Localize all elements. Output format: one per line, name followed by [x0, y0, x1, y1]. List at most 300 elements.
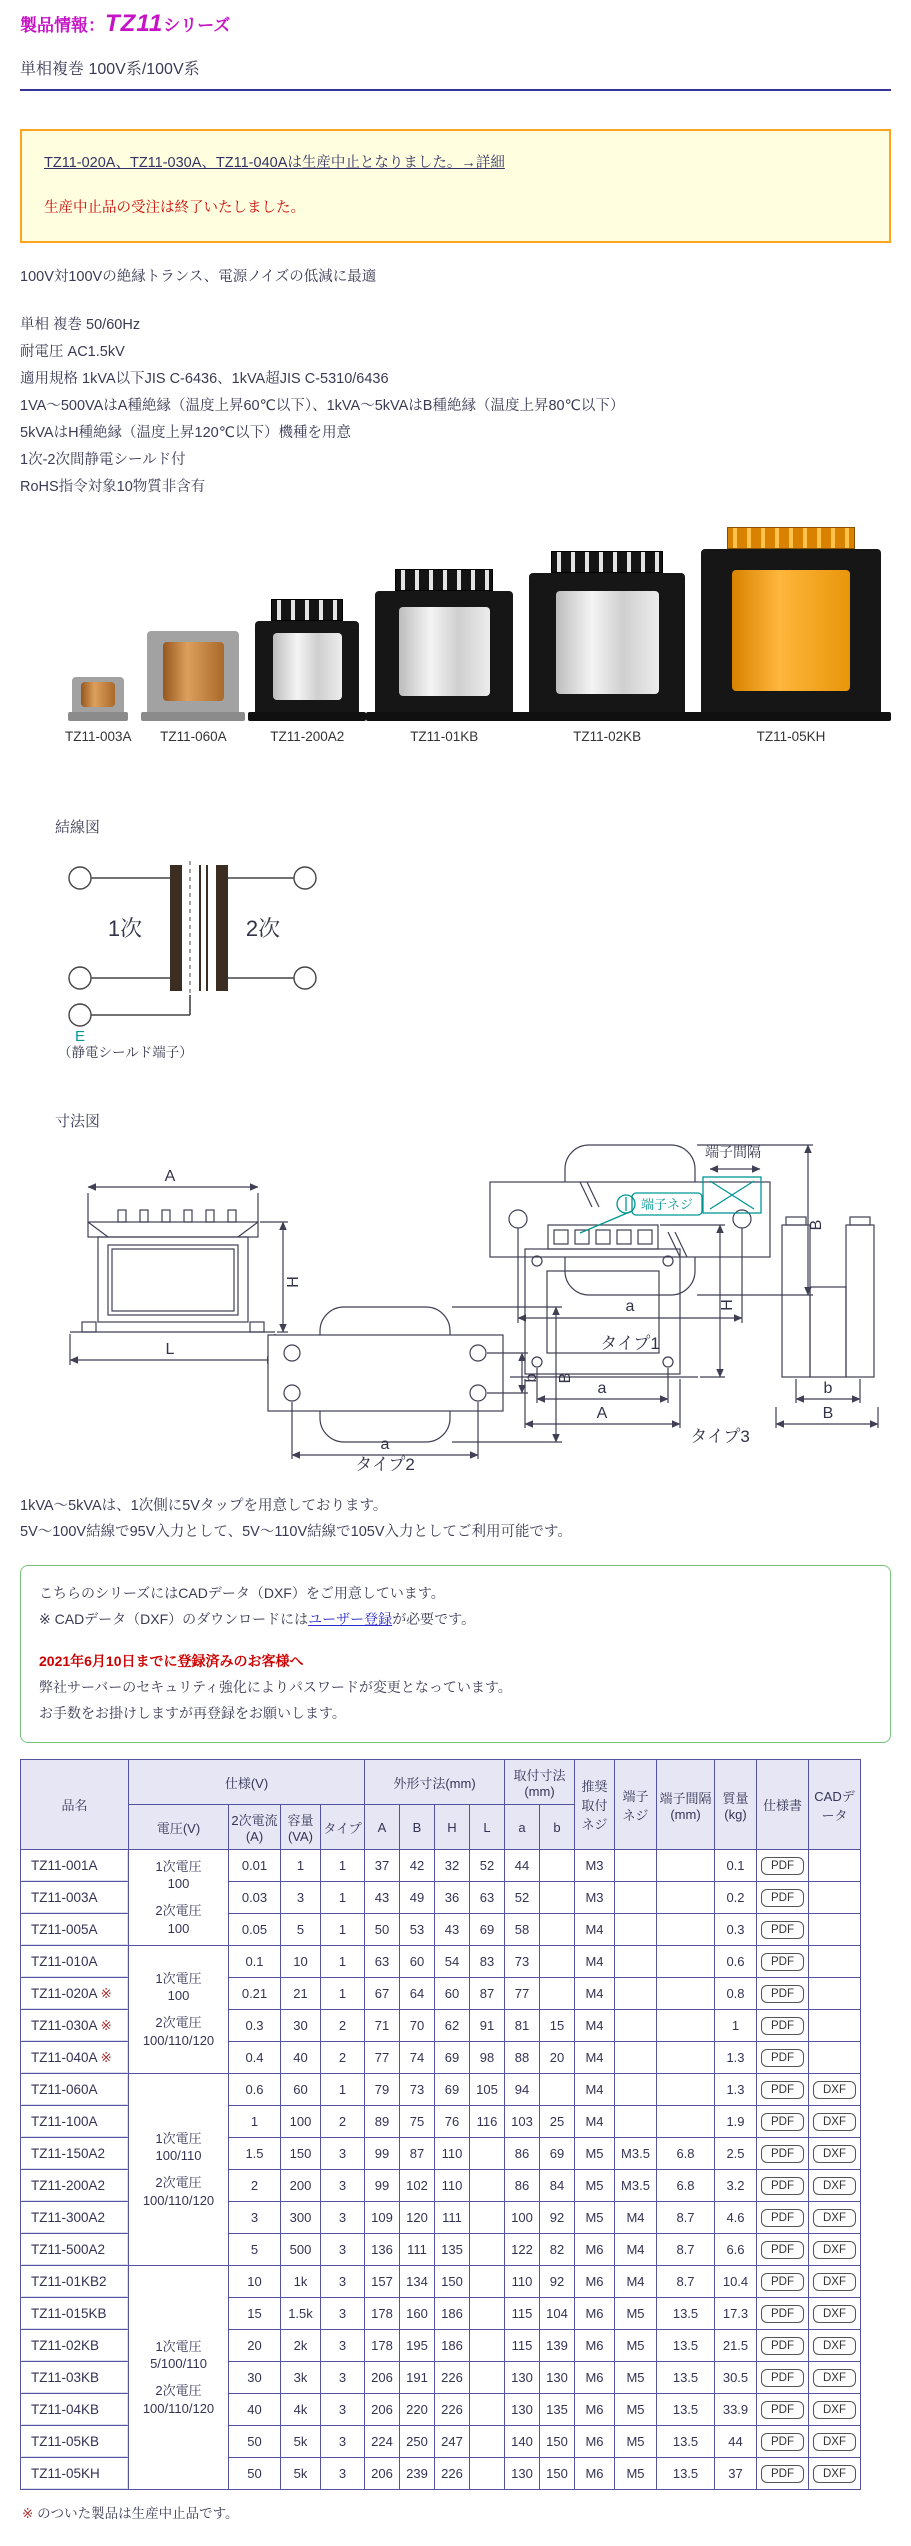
cell-tscrew — [615, 2106, 657, 2138]
product-name-cell: TZ11-05KB — [21, 2426, 129, 2458]
cad-line2 — [39, 1606, 872, 1632]
secondary-label: 2次 — [245, 916, 281, 941]
discontinued-detail-link[interactable]: TZ11-020A、TZ11-030A、TZ11-040Aは生産中止となりました。→詳細 — [44, 155, 505, 171]
dxf-button[interactable]: DXF — [813, 2177, 856, 2195]
cell-type: 3 — [321, 2202, 365, 2234]
dim-b-label: b — [523, 1373, 540, 1383]
spec-sheet-cell — [757, 2202, 809, 2234]
cad-line1: こちらのシリーズにはCADデータ（DXF）をご用意しています。 — [39, 1585, 445, 1601]
transformer-photo — [72, 677, 124, 721]
transformer-photo — [255, 599, 359, 721]
title-suffix: シリーズ — [163, 16, 231, 35]
cell-H: 43 — [435, 1914, 470, 1946]
cell-A: 206 — [365, 2458, 400, 2490]
primary-label: 1次 — [107, 916, 143, 941]
pdf-button[interactable]: PDF — [761, 2209, 804, 2227]
voltage-group-cell: 1次電圧 100 2次電圧 100 — [129, 1850, 229, 1946]
cell-H: 226 — [435, 2394, 470, 2426]
cell-A: 77 — [365, 2042, 400, 2074]
product-caption: TZ11-02KB — [573, 729, 642, 744]
cell-H: 62 — [435, 2010, 470, 2042]
cell-cap: 10 — [281, 1946, 321, 1978]
cell-screw: M6 — [575, 2426, 615, 2458]
cell-A: 43 — [365, 1882, 400, 1914]
cell-a: 77 — [505, 1978, 540, 2010]
cell-B: 134 — [400, 2266, 435, 2298]
cell-A: 37 — [365, 1850, 400, 1882]
cell-weight: 21.5 — [715, 2330, 757, 2362]
cell-b: 135 — [540, 2394, 575, 2426]
cell-screw: M6 — [575, 2362, 615, 2394]
pdf-button[interactable]: PDF — [761, 1985, 804, 2003]
cell-b: 15 — [540, 2010, 575, 2042]
cell-current: 50 — [229, 2426, 281, 2458]
table-row — [21, 1946, 861, 1978]
cell-tspace — [657, 2106, 715, 2138]
cell-b — [540, 1914, 575, 1946]
cell-cap: 200 — [281, 2170, 321, 2202]
col-spec-group: 仕様(V) — [129, 1760, 365, 1805]
transformer-photo — [529, 551, 685, 721]
cell-a: 140 — [505, 2426, 540, 2458]
cell-tscrew: M4 — [615, 2234, 657, 2266]
product-name-cell: TZ11-003A — [21, 1882, 129, 1914]
cell-H: 150 — [435, 2266, 470, 2298]
col-outer-group: 外形寸法(mm) — [365, 1760, 505, 1805]
cell-b: 69 — [540, 2138, 575, 2170]
cell-weight: 30.5 — [715, 2362, 757, 2394]
cell-type: 3 — [321, 2458, 365, 2490]
cell-screw: M4 — [575, 1946, 615, 1978]
cell-a: 94 — [505, 2074, 540, 2106]
product-name-cell: TZ11-02KB — [21, 2330, 129, 2362]
cell-cap: 1.5k — [281, 2298, 321, 2330]
earth-terminal-caption: （静電シールド端子） — [58, 1045, 193, 1060]
cell-b: 25 — [540, 2106, 575, 2138]
product-name-cell: TZ11-03KB — [21, 2362, 129, 2394]
terminal-spacing-label: 端子間隔 — [705, 1144, 761, 1160]
cell-B: 250 — [400, 2426, 435, 2458]
type1-caption: タイプ1 — [600, 1334, 660, 1353]
cell-B: 60 — [400, 1946, 435, 1978]
cell-A: 63 — [365, 1946, 400, 1978]
cell-type: 1 — [321, 1946, 365, 1978]
pdf-button[interactable]: PDF — [761, 2145, 804, 2163]
cell-A: 89 — [365, 2106, 400, 2138]
cad-line2-prefix: ※ CADデータ（DXF）のダウンロードには — [39, 1611, 309, 1627]
pdf-button[interactable]: PDF — [761, 2401, 804, 2419]
cell-tspace: 13.5 — [657, 2394, 715, 2426]
dxf-button[interactable]: DXF — [813, 2209, 856, 2227]
cell-tscrew — [615, 1882, 657, 1914]
cell-weight: 2.5 — [715, 2138, 757, 2170]
cad-line4: お手数をお掛けしますが再登録をお願いします。 — [39, 1705, 346, 1721]
cell-a: 110 — [505, 2266, 540, 2298]
cell-A: 157 — [365, 2266, 400, 2298]
pdf-button[interactable]: PDF — [761, 2113, 804, 2131]
cell-A: 50 — [365, 1914, 400, 1946]
cell-screw: M4 — [575, 2106, 615, 2138]
cell-A: 206 — [365, 2394, 400, 2426]
cell-L: 83 — [470, 1946, 505, 1978]
cell-L: 116 — [470, 2106, 505, 2138]
cell-cap: 5k — [281, 2426, 321, 2458]
dim-A-label: A — [164, 1168, 176, 1185]
product-name-cell: TZ11-200A2 — [21, 2170, 129, 2202]
cell-H: 69 — [435, 2074, 470, 2106]
col-voltage: 電圧(V) — [129, 1805, 229, 1850]
cell-current: 5 — [229, 2234, 281, 2266]
cad-info-box — [20, 1565, 891, 1743]
cell-tspace: 8.7 — [657, 2202, 715, 2234]
cell-cap: 1 — [281, 1850, 321, 1882]
pdf-button[interactable]: PDF — [761, 2241, 804, 2259]
cell-b: 82 — [540, 2234, 575, 2266]
tap-note-line: 1kVA～5kVAは、1次側に5Vタップを用意しております。 — [20, 1498, 388, 1514]
dimension-diagram — [20, 1137, 890, 1472]
cell-current: 20 — [229, 2330, 281, 2362]
voltage-group-cell: 1次電圧 5/100/110 2次電圧 100/110/120 — [129, 2266, 229, 2490]
cell-screw: M4 — [575, 2074, 615, 2106]
cell-b: 84 — [540, 2170, 575, 2202]
cell-cap: 60 — [281, 2074, 321, 2106]
pdf-button[interactable]: PDF — [761, 2081, 804, 2099]
cell-A: 206 — [365, 2362, 400, 2394]
pdf-button[interactable]: PDF — [761, 2337, 804, 2355]
spec-line: 単相 複巻 50/60Hz — [20, 317, 141, 333]
cell-b: 92 — [540, 2202, 575, 2234]
transformer-photo — [147, 631, 239, 721]
spec-line: 5kVAはH種絶縁（温度上昇120℃以下）機種を用意 — [20, 425, 352, 441]
cell-type: 3 — [321, 2170, 365, 2202]
table-row — [21, 1850, 861, 1882]
title-prefix: 製品情報： — [20, 16, 105, 35]
cad-cell — [809, 2426, 861, 2458]
cad-cell — [809, 2170, 861, 2202]
dxf-button[interactable]: DXF — [813, 2305, 856, 2323]
cell-screw: M5 — [575, 2202, 615, 2234]
pdf-button[interactable]: PDF — [761, 2017, 804, 2035]
type3-caption: タイプ3 — [690, 1427, 750, 1446]
cell-B: 239 — [400, 2458, 435, 2490]
cell-a: 73 — [505, 1946, 540, 1978]
page — [20, 0, 891, 2522]
cad-cell — [809, 1914, 861, 1946]
pdf-button[interactable]: PDF — [761, 2465, 804, 2483]
cell-tspace: 6.8 — [657, 2170, 715, 2202]
cell-type: 3 — [321, 2330, 365, 2362]
dim-H-label: H — [719, 1299, 736, 1311]
spec-line: 1次-2次間静電シールド付 — [20, 452, 186, 468]
cell-a: 88 — [505, 2042, 540, 2074]
cell-b: 150 — [540, 2426, 575, 2458]
cell-weight: 17.3 — [715, 2298, 757, 2330]
product-item — [65, 677, 132, 744]
pdf-button[interactable]: PDF — [761, 1921, 804, 1939]
wiring-diagram — [20, 843, 440, 1061]
spec-sheet-cell — [757, 2458, 809, 2490]
product-name-cell: TZ11-100A — [21, 2106, 129, 2138]
cell-type: 2 — [321, 2010, 365, 2042]
pdf-button[interactable]: PDF — [761, 2273, 804, 2291]
cell-A: 136 — [365, 2234, 400, 2266]
cell-a: 52 — [505, 1882, 540, 1914]
cell-tspace: 13.5 — [657, 2458, 715, 2490]
cell-type: 3 — [321, 2426, 365, 2458]
cell-L — [470, 2394, 505, 2426]
cell-tspace — [657, 2074, 715, 2106]
cell-B: 53 — [400, 1914, 435, 1946]
dim-B-label: B — [822, 1405, 834, 1422]
spec-sheet-cell — [757, 2138, 809, 2170]
cell-tscrew: M5 — [615, 2298, 657, 2330]
pdf-button[interactable]: PDF — [761, 2177, 804, 2195]
cell-current: 15 — [229, 2298, 281, 2330]
cell-H: 32 — [435, 1850, 470, 1882]
spec-sheet-cell — [757, 1882, 809, 1914]
cell-tscrew — [615, 1850, 657, 1882]
cell-weight: 44 — [715, 2426, 757, 2458]
col-terminal-screw: 端子ネジ — [615, 1760, 657, 1850]
cell-tspace — [657, 1978, 715, 2010]
dxf-button[interactable]: DXF — [813, 2401, 856, 2419]
cell-current: 50 — [229, 2458, 281, 2490]
cell-screw: M6 — [575, 2266, 615, 2298]
pdf-button[interactable]: PDF — [761, 2049, 804, 2067]
cell-H: 247 — [435, 2426, 470, 2458]
product-item — [701, 527, 881, 744]
cell-cap: 100 — [281, 2106, 321, 2138]
pdf-button[interactable]: PDF — [761, 2433, 804, 2451]
cell-tscrew: M3.5 — [615, 2138, 657, 2170]
cell-A: 178 — [365, 2298, 400, 2330]
dxf-button[interactable]: DXF — [813, 2241, 856, 2259]
cell-a: 86 — [505, 2170, 540, 2202]
product-caption: TZ11-060A — [160, 729, 227, 744]
dxf-button[interactable]: DXF — [813, 2433, 856, 2451]
spec-table-head — [21, 1760, 861, 1850]
cell-B: 73 — [400, 2074, 435, 2106]
cell-screw: M6 — [575, 2458, 615, 2490]
cad-line2-suffix: が必要です。 — [392, 1611, 476, 1627]
spec-sheet-cell — [757, 2362, 809, 2394]
cell-tscrew: M5 — [615, 2458, 657, 2490]
spec-list — [20, 312, 891, 501]
col-product: 品名 — [21, 1760, 129, 1850]
col-H: H — [435, 1805, 470, 1850]
cell-a: 44 — [505, 1850, 540, 1882]
cad-cell — [809, 2234, 861, 2266]
cell-weight: 4.6 — [715, 2202, 757, 2234]
product-name-cell: TZ11-01KB2 — [21, 2266, 129, 2298]
dxf-button[interactable]: DXF — [813, 2081, 856, 2099]
cell-A: 99 — [365, 2138, 400, 2170]
cell-current: 30 — [229, 2362, 281, 2394]
cell-current: 0.21 — [229, 1978, 281, 2010]
cell-b: 139 — [540, 2330, 575, 2362]
col-mount-screw: 推奨取付ネジ — [575, 1760, 615, 1850]
product-item — [529, 551, 685, 744]
wiring-section — [20, 816, 891, 1066]
cell-b: 150 — [540, 2458, 575, 2490]
table-row — [21, 2266, 861, 2298]
spec-sheet-cell — [757, 1946, 809, 1978]
cell-type: 3 — [321, 2394, 365, 2426]
cad-line3: 弊社サーバーのセキュリティ強化によりパスワードが変更となっています。 — [39, 1679, 512, 1695]
cell-tspace: 13.5 — [657, 2426, 715, 2458]
pdf-button[interactable]: PDF — [761, 1953, 804, 1971]
secondary-winding-bar — [216, 865, 228, 991]
cell-a: 115 — [505, 2330, 540, 2362]
tap-note-line: 5V～100V結線で95V入力として、5V～110V結線で105V入力としてご利用可能です。 — [20, 1524, 572, 1540]
pdf-button[interactable]: PDF — [761, 2369, 804, 2387]
cell-L — [470, 2330, 505, 2362]
cell-A: 67 — [365, 1978, 400, 2010]
cell-current: 2 — [229, 2170, 281, 2202]
footnote-text: のついた製品は生産中止品です。 — [37, 2506, 239, 2521]
cell-cap: 3 — [281, 1882, 321, 1914]
cad-cell — [809, 1850, 861, 1882]
dim-L-label: L — [165, 1341, 175, 1358]
spec-table — [20, 1759, 861, 2490]
dxf-button[interactable]: DXF — [813, 2465, 856, 2483]
cell-tscrew — [615, 1946, 657, 1978]
pdf-button[interactable]: PDF — [761, 1857, 804, 1875]
cell-tspace: 6.8 — [657, 2138, 715, 2170]
spec-sheet-cell — [757, 1978, 809, 2010]
dxf-button[interactable]: DXF — [813, 2273, 856, 2291]
cell-A: 109 — [365, 2202, 400, 2234]
transformer-photo — [701, 527, 881, 721]
cell-tscrew: M5 — [615, 2362, 657, 2394]
cell-screw: M4 — [575, 2042, 615, 2074]
cell-tscrew: M5 — [615, 2330, 657, 2362]
cell-a: 81 — [505, 2010, 540, 2042]
cell-weight: 6.6 — [715, 2234, 757, 2266]
voltage-group-cell: 1次電圧 100 2次電圧 100/110/120 — [129, 1946, 229, 2074]
wiring-heading: 結線図 — [55, 819, 101, 836]
cell-b: 20 — [540, 2042, 575, 2074]
spec-sheet-cell — [757, 2074, 809, 2106]
terminal-screw-label: 端子ネジ — [640, 1197, 694, 1212]
cell-weight: 33.9 — [715, 2394, 757, 2426]
cell-tspace — [657, 2042, 715, 2074]
cell-current: 0.1 — [229, 1946, 281, 1978]
cell-cap: 21 — [281, 1978, 321, 2010]
cell-L — [470, 2234, 505, 2266]
intro-text: 100V対100Vの絶縁トランス、電源ノイズの低減に最適 — [20, 269, 377, 285]
cad-cell — [809, 2394, 861, 2426]
product-name-cell: TZ11-300A2 — [21, 2202, 129, 2234]
cell-current: 0.03 — [229, 1882, 281, 1914]
cell-L — [470, 2266, 505, 2298]
cad-cell — [809, 2074, 861, 2106]
product-item — [375, 569, 513, 744]
product-item — [147, 631, 239, 744]
cell-b: 92 — [540, 2266, 575, 2298]
cell-B: 160 — [400, 2298, 435, 2330]
cell-current: 10 — [229, 2266, 281, 2298]
dxf-button[interactable]: DXF — [813, 2145, 856, 2163]
cell-type: 3 — [321, 2362, 365, 2394]
cell-b — [540, 1946, 575, 1978]
product-name-cell: TZ11-040A ※ — [21, 2042, 129, 2074]
cell-type: 2 — [321, 2042, 365, 2074]
spec-sheet-cell — [757, 2234, 809, 2266]
cell-type: 3 — [321, 2138, 365, 2170]
cell-L — [470, 2170, 505, 2202]
cell-a: 130 — [505, 2394, 540, 2426]
product-caption: TZ11-003A — [65, 729, 132, 744]
cell-type: 2 — [321, 2106, 365, 2138]
cell-type: 1 — [321, 1850, 365, 1882]
cell-H: 69 — [435, 2042, 470, 2074]
cell-a: 86 — [505, 2138, 540, 2170]
cell-L: 63 — [470, 1882, 505, 1914]
cell-b: 130 — [540, 2362, 575, 2394]
spec-line: 適用規格 1kVA以下JIS C-6436、1kVA超JIS C-5310/6436 — [20, 371, 389, 387]
pdf-button[interactable]: PDF — [761, 2305, 804, 2323]
cell-B: 64 — [400, 1978, 435, 2010]
dxf-button[interactable]: DXF — [813, 2337, 856, 2355]
product-photo-strip — [65, 527, 881, 744]
cell-L — [470, 2426, 505, 2458]
footnote-mark: ※ — [22, 2506, 34, 2521]
cell-a: 130 — [505, 2458, 540, 2490]
cell-H: 186 — [435, 2330, 470, 2362]
cell-H: 135 — [435, 2234, 470, 2266]
pdf-button[interactable]: PDF — [761, 1889, 804, 1907]
transformer-photo — [375, 569, 513, 721]
cell-screw: M4 — [575, 1914, 615, 1946]
cell-tspace: 13.5 — [657, 2362, 715, 2394]
cell-B: 49 — [400, 1882, 435, 1914]
cell-a: 100 — [505, 2202, 540, 2234]
product-name-cell: TZ11-05KH — [21, 2458, 129, 2490]
col-terminal-spacing: 端子間隔(mm) — [657, 1760, 715, 1850]
cell-H: 186 — [435, 2298, 470, 2330]
cell-cap: 5 — [281, 1914, 321, 1946]
cell-weight: 0.3 — [715, 1914, 757, 1946]
cell-screw: M4 — [575, 2010, 615, 2042]
cell-screw: M6 — [575, 2330, 615, 2362]
cad-cell — [809, 2266, 861, 2298]
cell-weight: 37 — [715, 2458, 757, 2490]
cell-screw: M6 — [575, 2394, 615, 2426]
product-name-cell: TZ11-005A — [21, 1914, 129, 1946]
cell-weight: 1.3 — [715, 2042, 757, 2074]
spec-sheet-cell — [757, 2266, 809, 2298]
product-name-cell: TZ11-030A ※ — [21, 2010, 129, 2042]
cell-L: 105 — [470, 2074, 505, 2106]
cell-H: 36 — [435, 1882, 470, 1914]
col-spec-sheet: 仕様書 — [757, 1760, 809, 1850]
cell-cap: 4k — [281, 2394, 321, 2426]
dxf-button[interactable]: DXF — [813, 2369, 856, 2387]
user-registration-link[interactable]: ユーザー登録 — [308, 1611, 393, 1627]
cad-cell — [809, 2138, 861, 2170]
dimension-heading: 寸法図 — [55, 1113, 101, 1130]
dxf-button[interactable]: DXF — [813, 2113, 856, 2131]
col-L: L — [470, 1805, 505, 1850]
spec-sheet-cell — [757, 2106, 809, 2138]
cad-cell — [809, 1946, 861, 1978]
cell-type: 1 — [321, 1978, 365, 2010]
cad-cell — [809, 2042, 861, 2074]
col-cad: CADデータ — [809, 1760, 861, 1850]
cell-tspace — [657, 1914, 715, 1946]
dim-b-label: b — [823, 1380, 833, 1397]
